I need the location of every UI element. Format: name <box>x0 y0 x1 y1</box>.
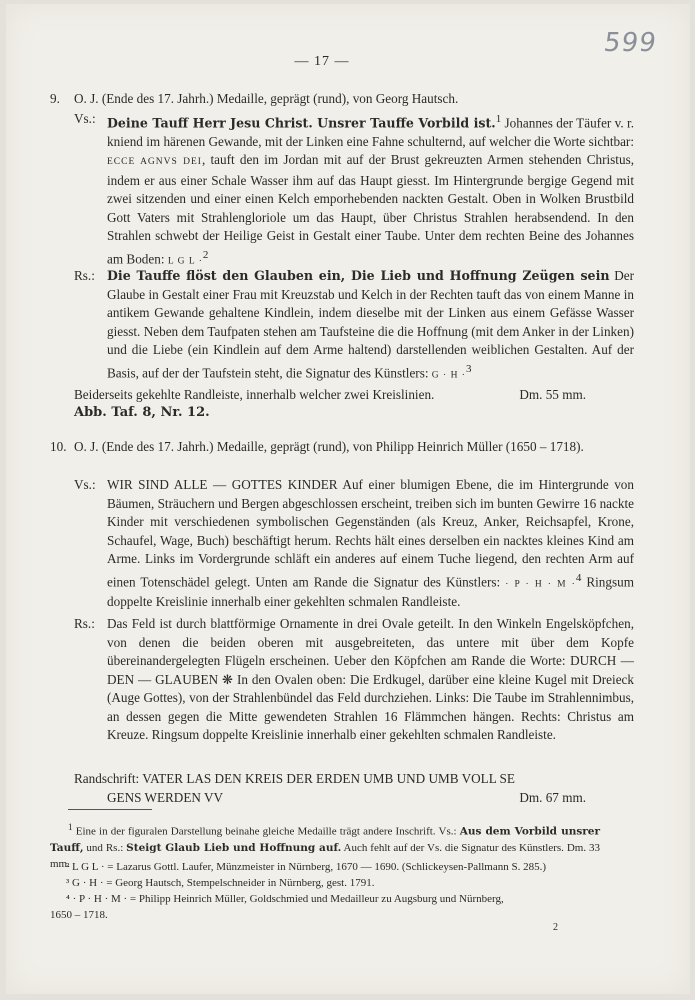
entry-9-obverse <box>74 110 634 271</box>
footnote-separator <box>68 809 152 810</box>
reverse-description <box>107 267 634 384</box>
obverse-text: , tauft den im Jordan mit auf der Brust gekreuzten Armen stehenden Christus, indem er aus einer Schale Wasser ihm auf das Haupt giesst. Im Hintergrunde bergige Gegend mit zwei sitzenden und einer einen Kelch emporhebenden nackten Gestalt. Oben in Wolken Brustbild Gott Vaters mit Strahlengloriole um das Haupt, über Christus Strahlen herabsendend. In den Strahlen schwebt der Heilige Geist in Gestalt einer Taube. Unter dem rechten Beine des Johannes am Boden: <box>107 152 634 267</box>
entry-9-heading <box>50 90 600 109</box>
edge-inscription-line-2: GENS WERDEN <box>107 789 201 805</box>
obverse-fraktur-legend: Deine Tauff Herr Jesu Christ. Unsrer Tauffe Vorbild ist. <box>107 115 496 131</box>
footnote-ref: 3 <box>465 362 472 375</box>
entry-heading-text: O. J. (Ende des 17. Jahrh.) Medaille, geprägt (rund), von Georg Hautsch. <box>74 91 459 106</box>
footnote-text: Auch fehlt auf der Vs. die Signatur des Künstlers. Dm. 33 mm. <box>50 841 600 870</box>
diameter: Dm. 55 mm. <box>519 387 586 402</box>
footnote-ref: 4 <box>575 571 582 584</box>
obverse-label: Vs.: <box>74 111 96 126</box>
obverse-label: Vs.: <box>74 477 96 492</box>
reverse-text: In den Ovalen oben: Die Erdkugel, darüber eine kleine Kugel mit Dreieck (Auge Gottes), von der Strahlenbündel das Feld durchziehen. Links: Die Taube im Strahlennimbus, an dessen gegen die Mitte gewendeten Strahlen 16 Flämmchen hängen. Rechts: Christus am Kreuze. Ringsum doppelte Kreislinie innerhalb einer gekehlten schmalen Randleiste. <box>107 671 634 742</box>
document-page <box>6 4 690 994</box>
entry-9-edge <box>74 386 586 405</box>
obverse-description <box>107 110 634 271</box>
reverse-label: Rs.: <box>74 268 95 283</box>
reverse-description <box>107 615 634 745</box>
reverse-text: Das Feld ist durch blattförmige Ornamente in drei Ovale geteilt. In den Winkeln Engelsköpfchen, von denen die beiden oberen mit ausgebreiteten, das untere mit über dem Kopfe übereinandergelegten Flügeln erscheinen. Ueber den Köpfchen am Rande die Worte: <box>107 616 634 668</box>
artist-signature: L G L · <box>167 256 203 267</box>
footnote-text: und Rs.: <box>83 841 127 854</box>
entry-10-heading <box>50 438 600 457</box>
entry-10-reverse <box>74 615 634 745</box>
obverse-text: Johannes der Täufer v. r. kniend im härenen Gewande, mit der Linken eine Fahne schulternd, auf welcher die Worte sichtbar: <box>107 115 634 149</box>
entry-10-edge-inscription <box>74 770 600 807</box>
footnote-fraktur: Steigt Glaub Lieb und Hoffnung auf. <box>126 841 342 854</box>
footnote-2: ² L G L · = Lazarus Gottl. Laufer, Münzmeister in Nürnberg, 1670 — 1690. (Schlickeysen-Pallmann S. 285.) <box>66 861 547 873</box>
obverse-caps-legend: WIR SIND ALLE — GOTTES KINDER <box>107 477 338 492</box>
obverse-description <box>107 476 634 612</box>
footnote-mark: 1 <box>68 822 73 832</box>
entry-number: 9. <box>50 91 60 106</box>
edge-inscription-label: Randschrift: <box>74 771 140 786</box>
artist-signature: G · H · <box>431 369 466 380</box>
page-number: — 17 — <box>294 54 350 69</box>
footnote-3: ³ G · H · = Georg Hautsch, Stempelschneider in Nürnberg, gest. 1791. <box>66 877 375 889</box>
reverse-fraktur-legend: Die Tauffe flöst den Glauben ein, Die Lieb und Hoffnung Zeügen sein <box>107 268 610 283</box>
footnote-text: Eine in der figuralen Darstellung beinahe gleiche Medaille trägt andere Inschrift. Vs.: <box>72 825 460 838</box>
entry-number: 10. <box>50 439 67 454</box>
edge-description: Beiderseits gekehlte Randleiste, innerhalb welcher zwei Kreislinien. <box>74 387 435 402</box>
reverse-caps-legend: DURCH — DEN — GLAUBEN ❋ <box>107 653 634 687</box>
reverse-label: Rs.: <box>74 616 95 631</box>
entry-10-obverse <box>74 476 634 612</box>
edge-inscription-mark: VV <box>203 789 224 805</box>
handwritten-page-note: 599 <box>601 28 659 58</box>
reverse-text: Der Glaube in Gestalt einer Frau mit Kreuzstab und Kelch in der Rechten tauft das von einem Manne in antikem Gewande gehaltene Kindlein, indem dieselbe mit der Linken aus einem Gefässe Wasser giesst. Neben dem Taufpaten stehen am Taufsteine die die Hoffnung (mit dem Anker in der Linken) und die Liebe (ein Kindlein auf dem Arme haltend) darstellenden weiblichen Gestalten. Auf der Basis, auf der der Taufstein steht, die Signatur des Künstlers: <box>107 268 634 380</box>
diameter: Dm. 67 mm. <box>519 789 586 805</box>
inscription-caps: ECCE AGNVS DEI <box>107 157 202 168</box>
obverse-text: Ringsum doppelte Kreislinie innerhalb einer gekehlten schmalen Randleiste. <box>107 573 634 610</box>
footnote-ref: 2 <box>202 248 209 261</box>
footnote-fraktur: Aus dem Vorbild unsrer Tauff, <box>50 825 600 854</box>
footnote-4: ⁴ · P · H · M · = Philipp Heinrich Müller, Goldschmied und Medailleur zu Augsburg und Nürnberg, <box>66 893 504 905</box>
footnote-4-continued: 1650 – 1718. <box>50 909 108 921</box>
plate-reference: Abb. Taf. 8, Nr. 12. <box>74 405 210 420</box>
signature-mark: 2 <box>553 922 558 933</box>
entry-9-reverse <box>74 267 634 384</box>
edge-inscription-line-1: VATER LAS DEN KREIS DER ERDEN UMB UND UMB VOLL SE <box>142 771 515 786</box>
artist-signature: · P · H · M · <box>505 578 576 589</box>
footnote-ref: 1 <box>495 113 502 125</box>
entry-heading-text: O. J. (Ende des 17. Jahrh.) Medaille, geprägt (rund), von Philipp Heinrich Müller (1650 – 1718). <box>74 439 584 454</box>
obverse-text: Auf einer blumigen Ebene, die im Hintergrunde von Bäumen, Sträuchern und Bergen abgeschlossen erscheint, treiben sich im bunten Gewirre 16 nackte Kinder mit verschiedenen symbolischen Gegenständen (als Kreuz, Anker, Reichsapfel, Krone, Schaufel, Wage, Buch) beschäftigt herum. Rechts hält eines derselben ein nacktes kleines Kind am Arme. Links im Vordergrunde schläft ein anderes auf einem Tuche liegend, den rechten Arm auf einen Totenschädel gelegt. Unten am Rande die Signatur des Künstlers: <box>107 477 634 589</box>
